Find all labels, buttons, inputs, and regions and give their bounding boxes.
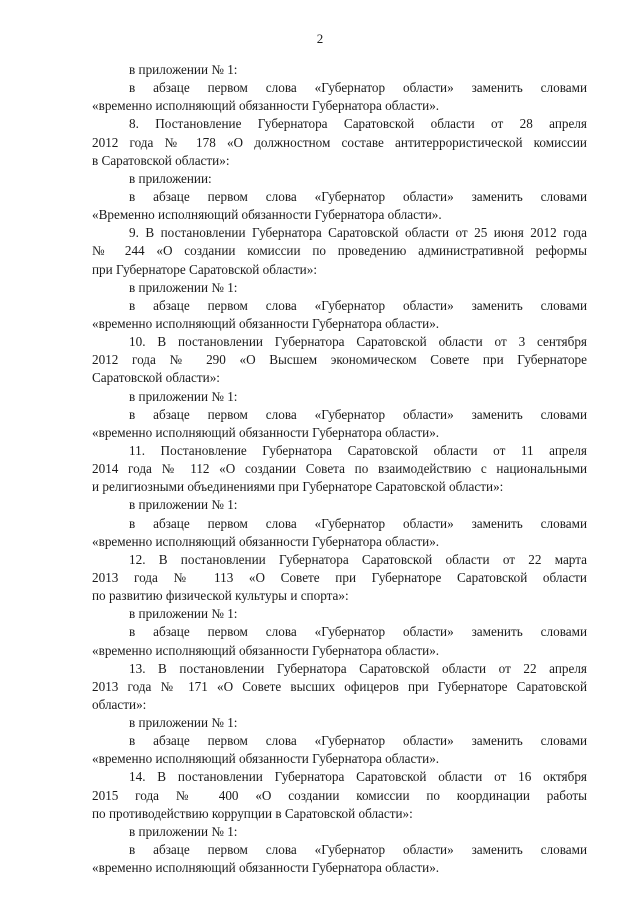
text-line: 2012 года № 290 «О Высшем экономическом Совете при Губернаторе xyxy=(92,352,587,368)
text-line: в абзаце первом слова «Губернатор области» заменить словами xyxy=(129,624,587,640)
text-line: «временно исполняющий обязанности Губернатора области». xyxy=(92,424,440,440)
text-line: 2012 года № 178 «О должностном составе антитеррористической комиссии xyxy=(92,134,587,150)
text-line: в приложении: xyxy=(129,170,212,186)
text-line: по противодействию коррупции в Саратовской области»: xyxy=(92,805,413,821)
text-line: в абзаце первом слова «Губернатор области» заменить словами xyxy=(129,188,587,204)
text-line: области»: xyxy=(92,696,147,712)
text-line: «временно исполняющий обязанности Губернатора области». xyxy=(92,642,440,658)
text-line: «Временно исполняющий обязанности Губернатора области». xyxy=(92,207,442,223)
text-line: в абзаце первом слова «Губернатор области» заменить словами xyxy=(129,80,587,96)
text-line: 9. В постановлении Губернатора Саратовской области от 25 июня 2012 года xyxy=(129,225,587,241)
text-line: 13. В постановлении Губернатора Саратовской области от 22 апреля xyxy=(129,660,587,676)
text-line: в приложении № 1: xyxy=(129,715,238,731)
text-line: в Саратовской области»: xyxy=(92,152,230,168)
text-line: 11. Постановление Губернатора Саратовской области от 11 апреля xyxy=(129,442,587,458)
text-line: в приложении № 1: xyxy=(129,497,238,513)
text-line: № 244 «О создании комиссии по проведению административной реформы xyxy=(92,243,587,259)
text-line: в приложении № 1: xyxy=(129,388,238,404)
text-line: и религиозными объединениями при Губернаторе Саратовской области»: xyxy=(92,479,504,495)
text-line: 2013 года № 171 «О Совете высших офицеров при Губернаторе Саратовской xyxy=(92,678,587,694)
text-line: «временно исполняющий обязанности Губернатора области». xyxy=(92,98,440,114)
text-line: 2015 года № 400 «О создании комиссии по координации работы xyxy=(92,787,587,803)
text-line: в приложении № 1: xyxy=(129,62,238,77)
text-line: «временно исполняющий обязанности Губернатора области». xyxy=(92,315,440,331)
text-line: 12. В постановлении Губернатора Саратовской области от 22 марта xyxy=(129,551,587,567)
text-line: «временно исполняющий обязанности Губернатора области». xyxy=(92,751,440,767)
text-line: в абзаце первом слова «Губернатор области» заменить словами xyxy=(129,406,587,422)
text-line: 2013 года № 113 «О Совете при Губернаторе Саратовской области xyxy=(92,569,587,585)
text-line: «временно исполняющий обязанности Губернатора области». xyxy=(92,860,440,876)
text-line: при Губернаторе Саратовской области»: xyxy=(92,261,317,277)
text-line: 8. Постановление Губернатора Саратовской области от 28 апреля xyxy=(129,116,587,132)
text-line: «временно исполняющий обязанности Губернатора области». xyxy=(92,533,440,549)
text-line: 14. В постановлении Губернатора Саратовской области от 16 октября xyxy=(129,769,587,785)
page-number: 2 xyxy=(316,31,324,46)
text-line: в абзаце первом слова «Губернатор области» заменить словами xyxy=(129,515,587,531)
document-body xyxy=(92,61,587,877)
text-line: в абзаце первом слова «Губернатор области» заменить словами xyxy=(129,297,587,313)
text-line: Саратовской области»: xyxy=(92,370,220,386)
text-line: в приложении № 1: xyxy=(129,606,238,622)
text-line: 10. В постановлении Губернатора Саратовской области от 3 сентября xyxy=(129,334,587,350)
text-line: в абзаце первом слова «Губернатор области» заменить словами xyxy=(129,842,587,858)
text-line: по развитию физической культуры и спорта»: xyxy=(92,588,349,604)
text-line: в приложении № 1: xyxy=(129,279,238,295)
text-line: в приложении № 1: xyxy=(129,823,238,839)
text-line: 2014 года № 112 «О создании Совета по взаимодействию с национальными xyxy=(92,461,587,477)
text-line: в абзаце первом слова «Губернатор области» заменить словами xyxy=(129,733,587,749)
